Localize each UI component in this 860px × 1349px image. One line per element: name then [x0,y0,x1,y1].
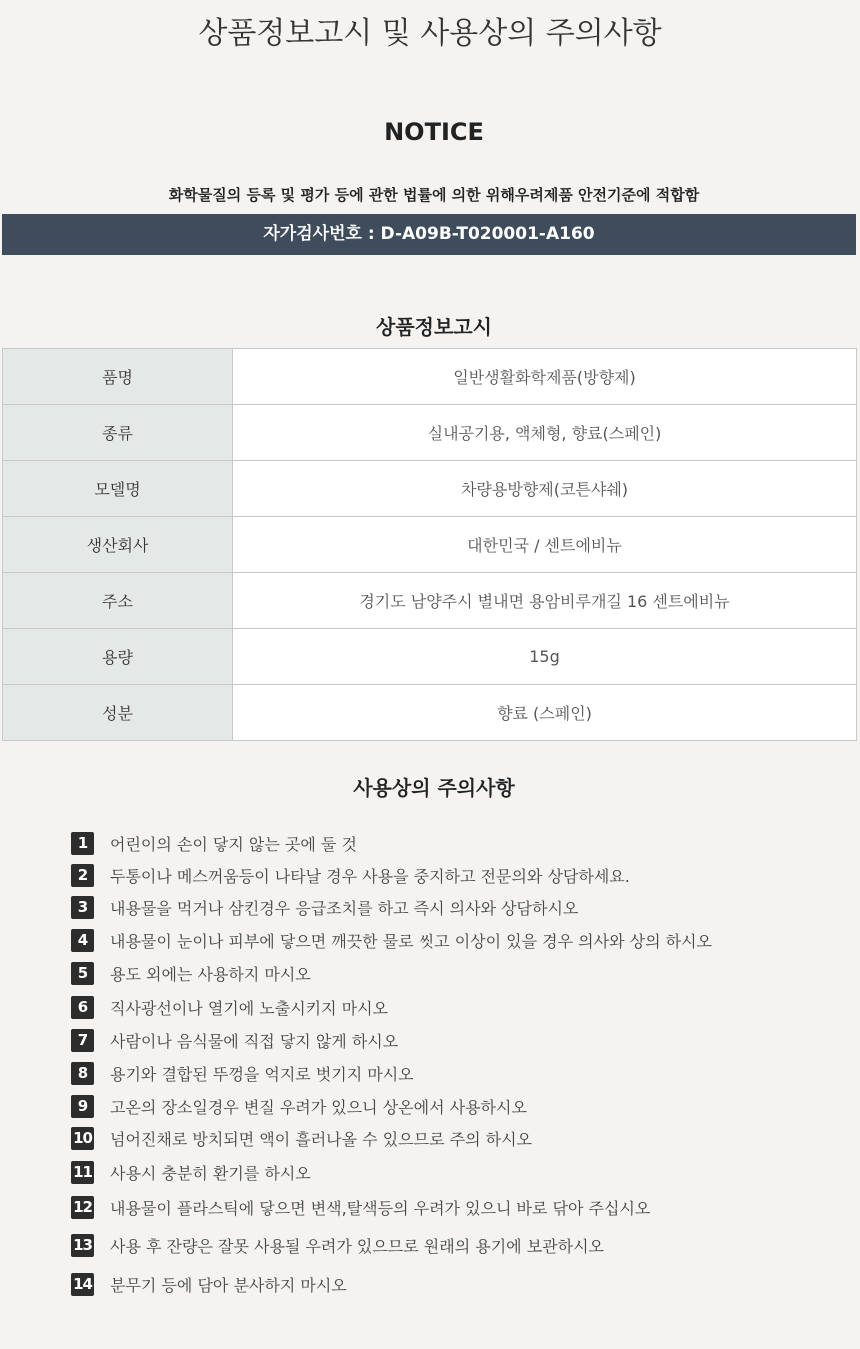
row-value: 실내공기용, 액체형, 향료(스페인) [233,405,857,461]
table-row [3,685,857,741]
row-label: 종류 [3,405,233,461]
row-value: 15g [233,629,857,685]
caution-text: 두통이나 메스꺼움등이 나타날 경우 사용을 중지하고 전문의와 상담하세요. [110,866,630,886]
caution-text: 어린이의 손이 닿지 않는 곳에 둘 것 [110,834,357,854]
notice-heading: NOTICE [384,118,484,146]
row-label: 생산회사 [3,517,233,573]
caution-number-badge: 10 [71,1127,94,1150]
caution-number-badge: 6 [71,996,94,1019]
caution-number-badge: 12 [71,1196,94,1219]
cautions-title: 사용상의 주의사항 [353,776,515,800]
row-label: 품명 [3,349,233,405]
list-item [71,1126,532,1150]
row-label: 주소 [3,573,233,629]
inspection-number-bar: 자가검사번호 : D-A09B-T020001-A160 [2,214,856,255]
list-item [71,928,712,952]
product-info-table [2,348,857,741]
list-item [71,1160,311,1184]
list-item [71,1272,347,1296]
caution-number-badge: 14 [71,1273,94,1296]
row-label: 성분 [3,685,233,741]
table-row [3,405,857,461]
caution-text: 넘어진채로 방치되면 액이 흘러나올 수 있으므로 주의 하시오 [110,1129,533,1149]
table-row [3,573,857,629]
caution-text: 용도 외에는 사용하지 마시오 [110,964,311,984]
row-value: 차량용방향제(코튼샤쉐) [233,461,857,517]
list-item [71,895,578,919]
caution-number-badge: 11 [71,1161,94,1184]
caution-text: 내용물을 먹거나 삼킨경우 응급조치를 하고 즉시 의사와 상담하시오 [110,898,579,918]
caution-text: 내용물이 플라스틱에 닿으면 변색,탈색등의 우려가 있으니 바로 닦아 주십시오 [110,1198,651,1218]
caution-text: 고온의 장소일경우 변질 우려가 있으니 상온에서 사용하시오 [110,1097,527,1117]
caution-number-badge: 13 [71,1234,94,1257]
caution-text: 내용물이 눈이나 피부에 닿으면 깨끗한 물로 씻고 이상이 있을 경우 의사와 상의 하시오 [110,931,712,951]
caution-number-badge: 5 [71,962,94,985]
caution-text: 용기와 결합된 뚜껑을 억지로 벗기지 마시오 [110,1064,414,1084]
list-item [71,1094,527,1118]
table-row [3,349,857,405]
table-row [3,517,857,573]
row-value: 경기도 남양주시 별내면 용암비루개길 16 센트에비뉴 [233,573,857,629]
list-item [71,1061,414,1085]
list-item [71,1028,398,1052]
caution-text: 사용시 충분히 환기를 하시오 [110,1163,311,1183]
caution-number-badge: 2 [71,864,94,887]
page-title: 상품정보고시 및 사용상의 주의사항 [198,16,662,51]
list-item [71,831,357,855]
list-item [71,961,311,985]
list-item [71,1195,650,1219]
caution-text: 사용 후 잔량은 잘못 사용될 우려가 있으므로 원래의 용기에 보관하시오 [110,1236,604,1256]
table-row [3,629,857,685]
compliance-statement: 화학물질의 등록 및 평가 등에 관한 법률에 의한 위해우려제품 안전기준에 적합함 [168,186,700,204]
list-item [71,863,630,887]
list-item [71,995,388,1019]
row-value: 향료 (스페인) [233,685,857,741]
row-value: 일반생활화학제품(방향제) [233,349,857,405]
caution-number-badge: 9 [71,1095,94,1118]
row-label: 용량 [3,629,233,685]
caution-number-badge: 7 [71,1029,94,1052]
caution-text: 사람이나 음식물에 직접 닿지 않게 하시오 [110,1031,399,1051]
caution-text: 분무기 등에 담아 분사하지 마시오 [110,1275,347,1295]
caution-text: 직사광선이나 열기에 노출시키지 마시오 [110,998,389,1018]
list-item [71,1233,604,1257]
caution-number-badge: 4 [71,929,94,952]
caution-number-badge: 1 [71,832,94,855]
row-label: 모델명 [3,461,233,517]
product-info-title: 상품정보고시 [376,315,492,339]
table-row [3,461,857,517]
row-value: 대한민국 / 센트에비뉴 [233,517,857,573]
caution-number-badge: 8 [71,1062,94,1085]
caution-number-badge: 3 [71,896,94,919]
